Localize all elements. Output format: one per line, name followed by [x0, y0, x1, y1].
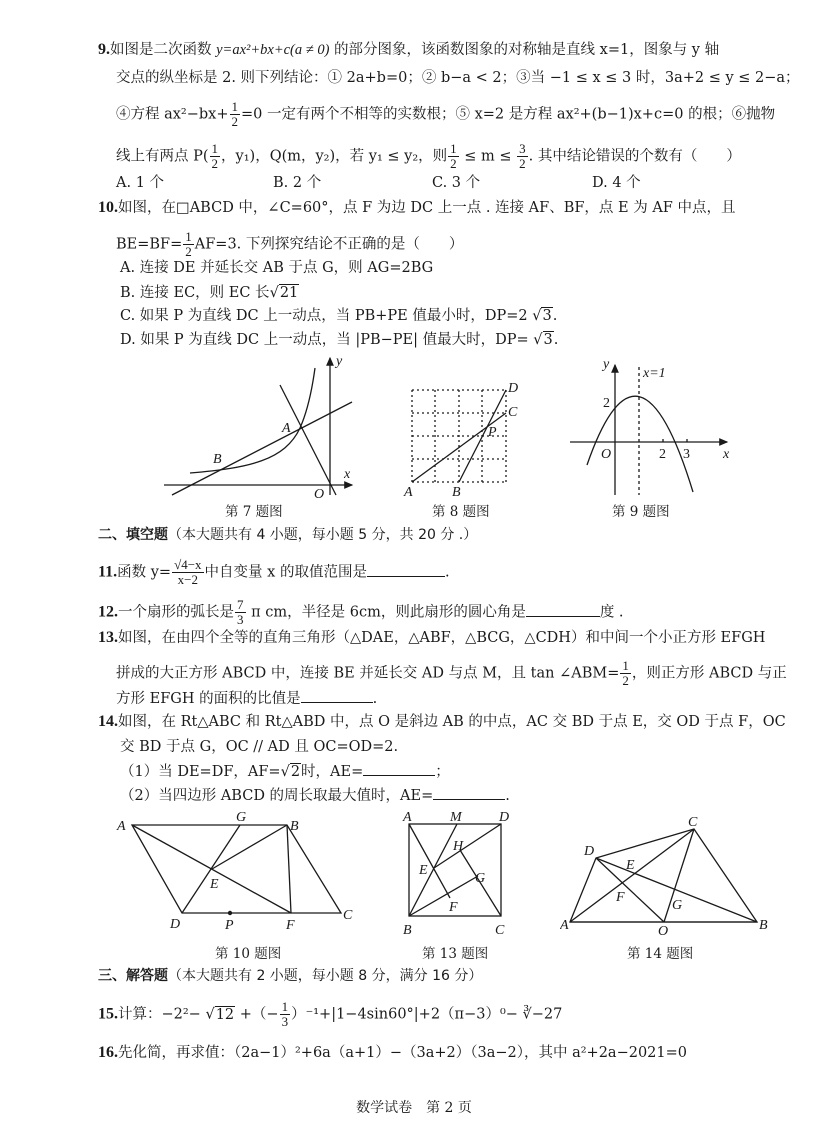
q15: 15.计算：−2²− √12 +（− $\frac{1}{3}$ ）⁻¹+|1−4sin60°|+2（π−3）⁰− ∛−27	[98, 999, 563, 1029]
q14-line2: 交 BD 于点 G，OC // AD 且 OC=OD=2.	[120, 739, 399, 755]
q13-number: 13.	[98, 629, 118, 646]
q15-number: 15.	[98, 1005, 118, 1023]
frac-num: 1	[622, 658, 629, 673]
q10-number: 10.	[98, 199, 118, 216]
label-x-2: 2	[659, 447, 666, 462]
segment-dg	[182, 825, 240, 913]
label-f: F	[449, 900, 458, 915]
q13-line2	[116, 659, 787, 688]
q10-option-d: D. 如果 P 为直线 DC 上一动点，当 |PB−PE| 值最大时，DP= √3.	[120, 332, 559, 348]
q9-line2: 交点的纵坐标是 2. 则下列结论：① 2a+b=0；② b−a < 2；③当 −1 ≤ x ≤ 3 时，3a+2 ≤ y ≤ 2−a；	[116, 70, 800, 86]
fraction	[448, 142, 459, 171]
label-a: A	[117, 819, 126, 834]
label-d: D	[499, 810, 510, 825]
q9-text: =0 一定有两个不相等的实数根；⑤ x=2 是方程 ax²+(b−1)x+c=0 的根；⑥抛物	[241, 106, 776, 123]
curve	[190, 368, 315, 473]
q9-text: ，y₁)，Q(m，y₂)，若 y₁ ≤ y₂，则	[221, 148, 448, 165]
section-title: 三、解答题	[98, 968, 168, 984]
q11-text: .	[444, 564, 450, 581]
label-g: G	[672, 898, 683, 913]
frac-num: 3	[519, 141, 526, 156]
q9-number: 9.	[98, 41, 110, 58]
line-ab	[172, 402, 352, 495]
section-title: 二、填空题	[98, 527, 168, 543]
label-x-eq-1: x=1	[643, 366, 666, 381]
q12-text: π cm，半径是 6cm，则此扇形的圆心角是	[246, 604, 526, 621]
fraction	[235, 598, 246, 627]
frac-num: 7	[237, 597, 244, 612]
q9-option-b: B. 2 个	[273, 175, 322, 191]
section-2-header	[98, 525, 477, 545]
sqrt-radicand: 12	[215, 1006, 235, 1023]
label-g: G	[236, 810, 247, 825]
label-d: D	[170, 917, 181, 930]
label-y: y	[603, 357, 610, 372]
label-p: P	[225, 918, 234, 930]
frac-den: 2	[519, 156, 526, 171]
q10-text: C. 如果 P 为直线 DC 上一动点，当 PB+PE 值最小时，DP=2	[120, 308, 528, 324]
fraction	[620, 659, 631, 688]
label-g: G	[475, 871, 486, 886]
sqrt-radicand: 3	[542, 308, 552, 324]
q10-option-c: C. 如果 P 为直线 DC 上一动点，当 PB+PE 值最小时，DP=2 √3.	[120, 308, 558, 324]
q9-line3	[116, 100, 775, 129]
q14-text: （1）当 DE=DF，AF=	[120, 764, 281, 780]
figure-8-caption: 第 8 题图	[432, 504, 490, 520]
label-b: B	[403, 923, 412, 938]
label-x: x	[723, 447, 730, 462]
label-d: D	[584, 844, 595, 859]
q12-text: 度 .	[599, 604, 624, 621]
frac-den: 2	[450, 156, 457, 171]
q10-option-a: A. 连接 DE 并延长交 AB 于点 G，则 AG=2BG	[120, 260, 434, 276]
frac-den: 2	[622, 673, 629, 688]
sqrt-radicand: 3	[543, 332, 553, 348]
fraction	[230, 100, 241, 129]
q10-text: .	[553, 332, 559, 348]
frac-den: x−2	[177, 572, 198, 587]
label-b: B	[759, 918, 768, 933]
q10-text: BE=BF=	[116, 236, 183, 253]
segment-bf	[287, 825, 291, 913]
figure-9-caption: 第 9 题图	[612, 504, 670, 520]
q13-text: 拼成的大正方形 ABCD 中，连接 BE 并延长交 AD 与点 M，且 tan ∠ABM=	[116, 665, 620, 682]
figure-8	[400, 380, 535, 500]
q10-text: D. 如果 P 为直线 DC 上一动点，当 |PB−PE| 值最大时，DP=	[120, 332, 529, 348]
figure-7-caption: 第 7 题图	[225, 504, 283, 520]
q11	[98, 558, 450, 587]
figure-9	[565, 355, 740, 500]
line-ao	[280, 385, 336, 495]
label-a: A	[403, 810, 412, 825]
q12-text: 一个扇形的弧长是	[118, 604, 234, 621]
q10-line2	[116, 230, 463, 259]
q9-option-d: D. 4 个	[592, 175, 641, 191]
label-x-3: 3	[683, 447, 690, 462]
label-e: E	[419, 863, 428, 878]
point-p	[228, 911, 232, 915]
label-b: B	[452, 485, 461, 500]
page-footer: 数学试卷 第 2 页	[356, 1100, 472, 1116]
label-e: E	[626, 858, 635, 873]
answer-blank[interactable]	[363, 761, 435, 776]
label-h: H	[453, 839, 464, 854]
figure-13	[395, 810, 520, 938]
label-o: O	[658, 924, 669, 935]
frac-num: 1	[450, 141, 457, 156]
label-d: D	[508, 381, 519, 396]
label-a: A	[560, 918, 569, 933]
label-y: y	[336, 354, 343, 369]
q14-number: 14.	[98, 713, 118, 730]
label-o: O	[314, 487, 325, 500]
label-p: P	[488, 425, 497, 440]
q10-line1	[98, 198, 735, 218]
section-note: （本大题共有 2 小题，每小题 8 分，满分 16 分）	[168, 968, 483, 984]
q9-option-a: A. 1 个	[116, 175, 165, 191]
q9-text: . 其中结论错误的个数有（ ）	[528, 148, 741, 165]
label-f: F	[286, 918, 295, 930]
label-c: C	[343, 908, 353, 923]
segment-be	[212, 825, 287, 869]
q15-text: 计算：−2²−	[118, 1006, 206, 1023]
label-o: O	[601, 447, 612, 462]
frac-den: 2	[211, 156, 219, 171]
frac-num: 1	[211, 141, 219, 156]
label-e: E	[210, 877, 219, 892]
q12-number: 12.	[98, 603, 118, 621]
q9-text: ≤ m ≤	[459, 148, 517, 165]
label-c: C	[508, 405, 518, 420]
figure-14	[560, 815, 775, 935]
sqrt-radicand: 21	[279, 285, 299, 301]
figure-10-caption: 第 10 题图	[215, 946, 282, 962]
q11-text: 中自变量 x 的取值范围是	[204, 564, 367, 581]
q9-text: 线上有两点 P(	[116, 148, 209, 165]
frac-den: 3	[237, 612, 244, 627]
answer-blank[interactable]	[301, 688, 373, 703]
frac-den: 2	[231, 114, 239, 129]
q14-text: .	[505, 788, 510, 804]
fraction	[280, 1000, 291, 1029]
label-b: B	[213, 452, 222, 467]
frac-num: √4−x	[174, 557, 202, 572]
fraction	[210, 142, 221, 171]
q15-text: +（−	[235, 1006, 279, 1023]
q10-text: 如图，在□ABCD 中，∠C=60°，点 F 为边 DC 上一点 . 连接 AF、BF，点 E 为 AF 中点，且	[118, 200, 736, 216]
figure-10	[115, 810, 365, 930]
fraction	[517, 142, 528, 171]
label-y-2: 2	[603, 396, 610, 411]
q13-text: .	[372, 691, 378, 707]
label-a: A	[404, 485, 413, 500]
q9-line1	[98, 40, 719, 60]
label-x: x	[344, 467, 351, 482]
q16	[98, 1043, 687, 1063]
fraction	[172, 558, 203, 587]
sqrt-radicand: 2	[290, 764, 301, 780]
fraction	[183, 230, 194, 259]
section-3-header	[98, 966, 482, 986]
answer-blank[interactable]	[526, 602, 600, 617]
q15-text: ）⁻¹+|1−4sin60°|+2（π−3）⁰− ∛−27	[291, 1006, 563, 1023]
figure-7	[140, 350, 370, 500]
label-c: C	[495, 923, 505, 938]
q14-text: ；	[435, 764, 450, 780]
q14-part2	[120, 785, 510, 806]
label-a: A	[282, 421, 291, 436]
q13-text: 如图，在由四个全等的直角三角形（△DAE，△ABF，△BCG，△CDH）和中间一个小正方形 EFGH	[118, 630, 766, 646]
q13-line3	[116, 688, 377, 709]
q11-number: 11.	[98, 563, 118, 581]
q13-text: 方形 EFGH 的面积的比值是	[116, 691, 301, 707]
frac-den: 2	[185, 244, 192, 259]
parallelogram-abcd	[132, 825, 341, 913]
q13-text: ，则正方形 ABCD 与正	[631, 665, 787, 682]
frac-num: 1	[281, 999, 289, 1014]
q9-formula: y=ax²+bx+c(a ≠ 0)	[216, 42, 330, 58]
q12	[98, 598, 624, 627]
q9-text: 如图是二次函数	[110, 42, 217, 58]
q9-text: ④方程 ax²−bx+	[116, 106, 229, 123]
q13-line1	[98, 628, 765, 648]
q16-number: 16.	[98, 1044, 118, 1061]
q10-option-b: B. 连接 EC，则 EC 长√21	[120, 285, 299, 301]
figure-13-caption: 第 13 题图	[422, 946, 489, 962]
q11-text: 函数 y=	[117, 564, 172, 581]
q16-text: 先化简，再求值：（2a−1）²+6a（a+1）−（3a+2）（3a−2），其中 a²+2a−2021=0	[118, 1045, 687, 1061]
answer-blank[interactable]	[367, 562, 445, 577]
label-f: F	[616, 890, 625, 905]
q14-line1	[98, 712, 786, 732]
q9-text: 的部分图象，该函数图象的对称轴是直线 x=1，图象与 y 轴	[329, 42, 720, 58]
q14-text: （2）当四边形 ABCD 的周长取最大值时，AE=	[120, 788, 434, 804]
q14-part1: （1）当 DE=DF，AF=√2时，AE= ；	[120, 761, 450, 782]
q9-option-c: C. 3 个	[432, 175, 481, 191]
q9-line4	[116, 142, 741, 171]
q14-text: 时，AE=	[301, 764, 364, 780]
frac-num: 1	[231, 99, 239, 114]
label-c: C	[688, 815, 698, 830]
q10-text: AF=3. 下列探究结论不正确的是（ ）	[194, 236, 464, 253]
label-b: B	[290, 819, 299, 834]
label-m: M	[450, 810, 462, 825]
frac-den: 3	[281, 1014, 289, 1029]
quadrilateral-adcb	[570, 829, 757, 922]
q10-text: .	[552, 308, 558, 324]
answer-blank[interactable]	[433, 785, 505, 800]
frac-num: 1	[185, 229, 192, 244]
section-note: （本大题共有 4 小题，每小题 5 分，共 20 分 .）	[168, 527, 478, 543]
q14-text: 如图，在 Rt△ABC 和 Rt△ABD 中，点 O 是斜边 AB 的中点，AC 交 BD 于点 E，交 OD 于点 F，OC	[118, 714, 786, 730]
q10-text: B. 连接 EC，则 EC 长	[120, 285, 270, 301]
figure-14-caption: 第 14 题图	[627, 946, 694, 962]
